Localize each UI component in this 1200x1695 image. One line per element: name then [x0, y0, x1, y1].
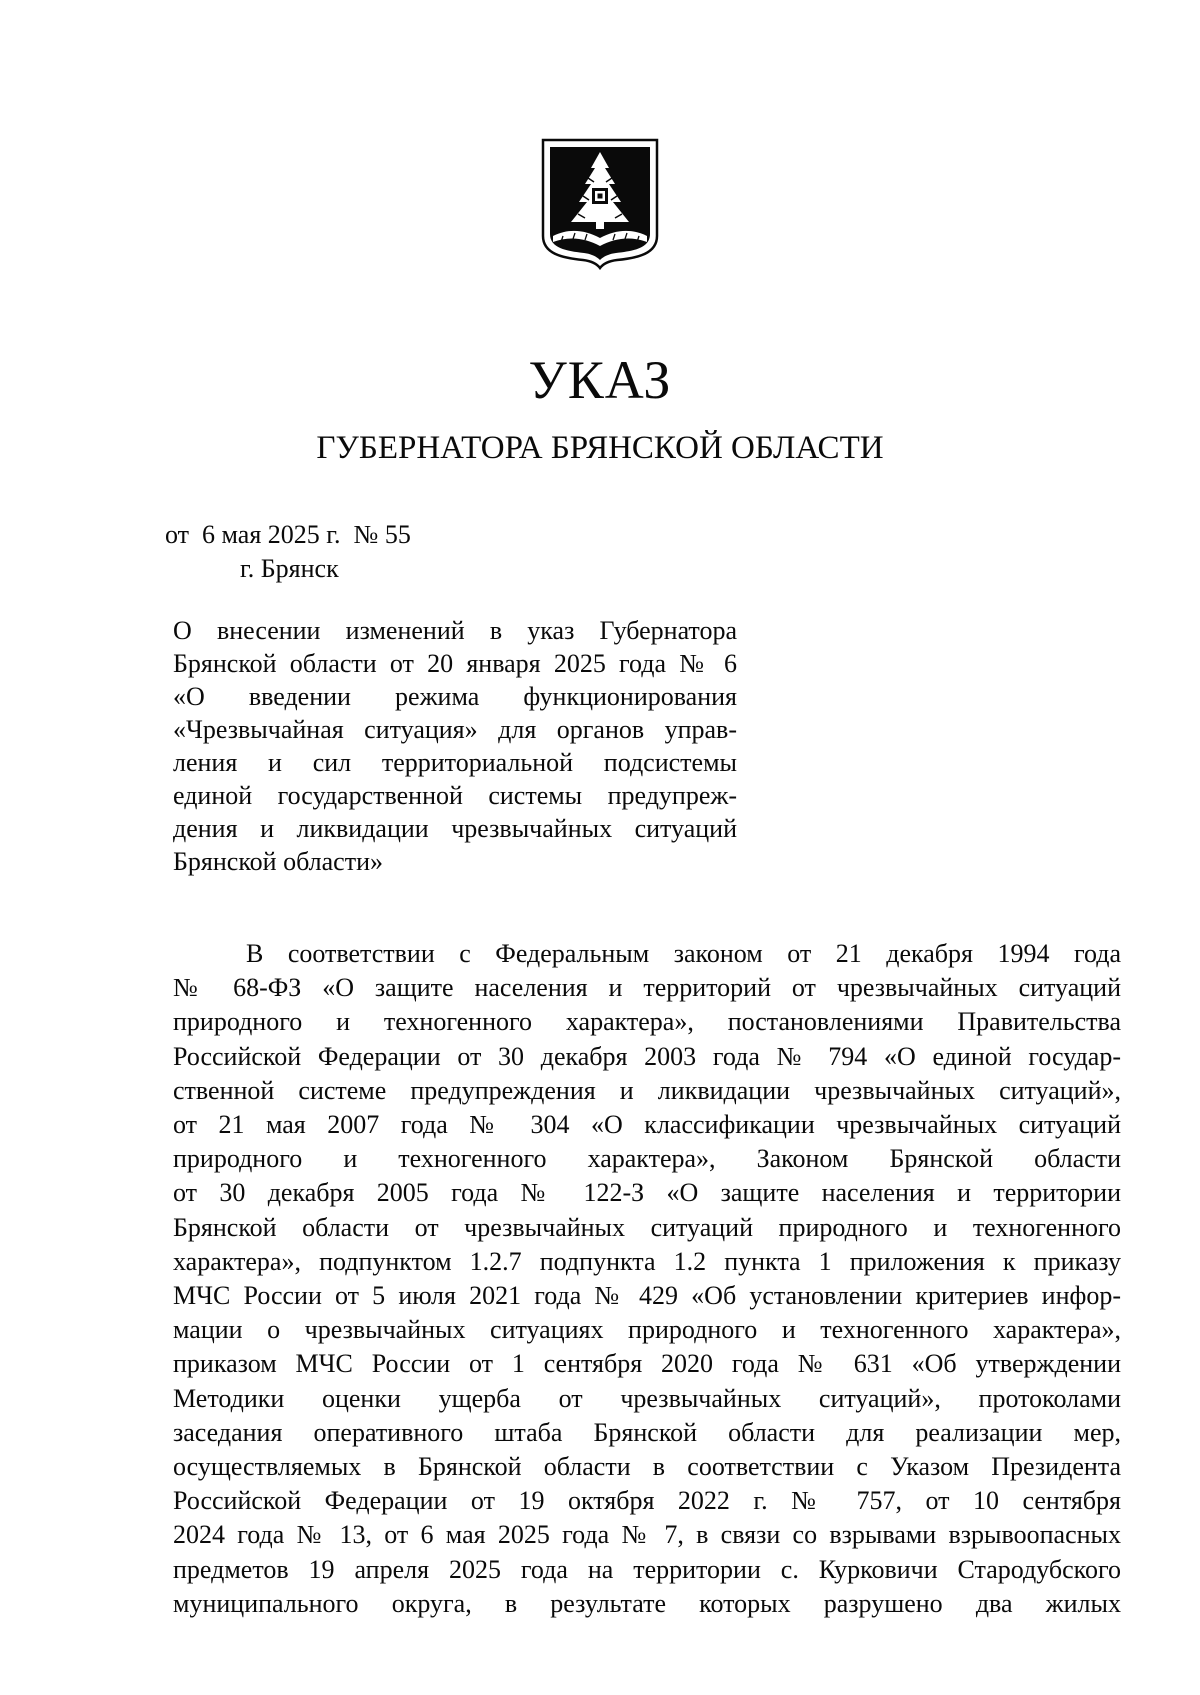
body-line: ственной системе предупреждения и ликвидации чрезвычайных ситуаций»,: [173, 1075, 1121, 1105]
body-line: Российской Федерации от 19 октября 2022 г. № 757, от 10 сентября: [173, 1486, 1121, 1516]
body-line: 2024 года № 13, от 6 мая 2025 года № 7, в связи со взрывами взрывоопасных: [173, 1520, 1121, 1550]
caption-line: Брянской области от 20 января 2025 года № 6: [173, 649, 737, 678]
body-line: от 30 декабря 2005 года № 122-З «О защите населения и территории: [173, 1178, 1121, 1208]
decree-caption: [173, 614, 737, 878]
caption-line: «О введении режима функционирования: [173, 682, 737, 711]
caption-line: О внесении изменений в указ Губернатора: [173, 616, 737, 645]
body-line: заседания оперативного штаба Брянской области для реализации мер,: [173, 1417, 1121, 1447]
body-line: природного и техногенного характера», Законом Брянской области: [173, 1144, 1121, 1174]
body-line: мации о чрезвычайных ситуациях природного и техногенного характера»,: [173, 1315, 1121, 1345]
decree-body: [173, 937, 1121, 1621]
body-line: характера», подпунктом 1.2.7 подпункта 1.2 пункта 1 приложения к приказу: [173, 1246, 1121, 1276]
caption-line: «Чрезвычайная ситуация» для органов управ-: [173, 715, 737, 744]
body-line: Брянской области от чрезвычайных ситуаций природного и техногенного: [173, 1212, 1121, 1242]
body-line: № 68-ФЗ «О защите населения и территорий от чрезвычайных ситуаций: [173, 973, 1121, 1003]
body-line: природного и техногенного характера», постановлениями Правительства: [173, 1007, 1121, 1037]
body-line: Российской Федерации от 30 декабря 2003 года № 794 «О единой государ-: [173, 1041, 1121, 1071]
body-line: муниципального округа, в результате которых разрушено два жилых: [173, 1588, 1121, 1618]
caption-line: ления и сил территориальной подсистемы: [173, 748, 737, 777]
document-title: УКАЗ: [528, 350, 672, 410]
body-line: предметов 19 апреля 2025 года на территории с. Курковичи Стародубского: [173, 1554, 1121, 1584]
body-line: МЧС России от 5 июля 2021 года № 429 «Об установлении критериев инфор-: [173, 1281, 1121, 1311]
body-line: от 21 мая 2007 года № 304 «О классификации чрезвычайных ситуаций: [173, 1110, 1121, 1140]
body-line: приказом МЧС России от 1 сентября 2020 года № 631 «Об утверждении: [173, 1349, 1121, 1379]
body-line: Методики оценки ущерба от чрезвычайных ситуаций», протоколами: [173, 1383, 1121, 1413]
caption-line: Брянской области»: [173, 847, 383, 876]
caption-line: единой государственной системы предупреж-: [173, 781, 737, 810]
decree-date-number: от 6 мая 2025 г. № 55: [165, 520, 411, 549]
document-subtitle: ГУБЕРНАТОРА БРЯНСКОЙ ОБЛАСТИ: [316, 430, 884, 466]
decree-city: г. Брянск: [240, 554, 339, 583]
body-line: В соответствии с Федеральным законом от 21 декабря 1994 года: [246, 939, 1121, 968]
body-line: осуществляемых в Брянской области в соответствии с Указом Президента: [173, 1452, 1121, 1482]
bryansk-coat-of-arms-icon: [541, 138, 659, 270]
caption-line: дения и ликвидации чрезвычайных ситуаций: [173, 814, 737, 843]
